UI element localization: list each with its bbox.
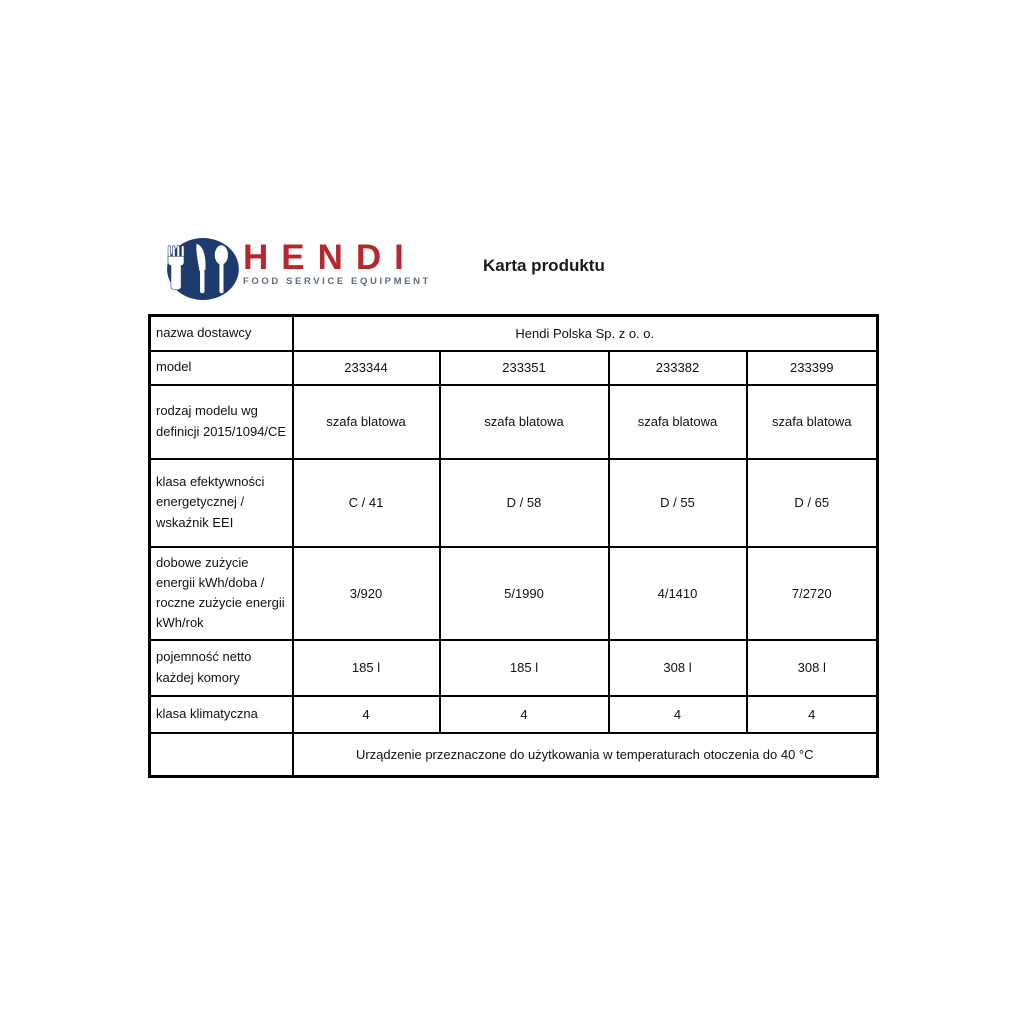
row-label-net-capacity: pojemność netto każdej komory <box>150 640 293 696</box>
cell-energy-class-3: D / 55 <box>609 459 747 547</box>
brand-tagline: FOOD SERVICE EQUIPMENT <box>243 276 431 287</box>
brand-name: HENDI <box>243 238 417 277</box>
cell-model-type-4: szafa blatowa <box>747 385 878 459</box>
cell-net-capacity-3: 308 l <box>609 640 747 696</box>
table-row-climate-class <box>150 696 878 733</box>
cell-net-capacity-2: 185 l <box>440 640 609 696</box>
row-label-climate-class: klasa klimatyczna <box>150 696 293 733</box>
row-label-energy-class: klasa efektywności energetycznej / wskaźnik EEI <box>150 459 293 547</box>
cell-energy-consumption-1: 3/920 <box>293 547 440 640</box>
cell-model-type-1: szafa blatowa <box>293 385 440 459</box>
table-row-energy-consumption <box>150 547 878 640</box>
row-label-energy-consumption: dobowe zużycie energii kWh/doba / roczne zużycie energii kWh/rok <box>150 547 293 640</box>
cell-energy-class-4: D / 65 <box>747 459 878 547</box>
cell-climate-class-3: 4 <box>609 696 747 733</box>
row-label-model: model <box>150 351 293 385</box>
table-row-model <box>150 351 878 385</box>
cell-energy-class-1: C / 41 <box>293 459 440 547</box>
cell-climate-class-4: 4 <box>747 696 878 733</box>
cell-climate-class-1: 4 <box>293 696 440 733</box>
cutlery-icon <box>163 237 239 301</box>
brand-wordmark <box>243 237 431 287</box>
table-row-energy-class <box>150 459 878 547</box>
cell-net-capacity-4: 308 l <box>747 640 878 696</box>
row-label-usage-note <box>150 733 293 777</box>
cell-supplier: Hendi Polska Sp. z o. o. <box>293 316 878 351</box>
page-title: Karta produktu <box>483 256 605 275</box>
cell-energy-consumption-4: 7/2720 <box>747 547 878 640</box>
table-row-supplier <box>150 316 878 351</box>
cell-energy-class-2: D / 58 <box>440 459 609 547</box>
cell-energy-consumption-2: 5/1990 <box>440 547 609 640</box>
table-row-net-capacity <box>150 640 878 696</box>
row-label-model-type: rodzaj modelu wg definicji 2015/1094/CE <box>150 385 293 459</box>
cell-model-4: 233399 <box>747 351 878 385</box>
cell-model-3: 233382 <box>609 351 747 385</box>
table-row-model-type <box>150 385 878 459</box>
product-spec-table <box>148 314 879 778</box>
cell-climate-class-2: 4 <box>440 696 609 733</box>
cell-energy-consumption-3: 4/1410 <box>609 547 747 640</box>
cell-net-capacity-1: 185 l <box>293 640 440 696</box>
cell-model-type-3: szafa blatowa <box>609 385 747 459</box>
hendi-logo <box>163 237 431 301</box>
cell-model-type-2: szafa blatowa <box>440 385 609 459</box>
cell-usage-note: Urządzenie przeznaczone do użytkowania w temperaturach otoczenia do 40 °C <box>293 733 878 777</box>
table-row-usage-note <box>150 733 878 777</box>
cell-model-1: 233344 <box>293 351 440 385</box>
cell-model-2: 233351 <box>440 351 609 385</box>
row-label-supplier: nazwa dostawcy <box>150 316 293 351</box>
